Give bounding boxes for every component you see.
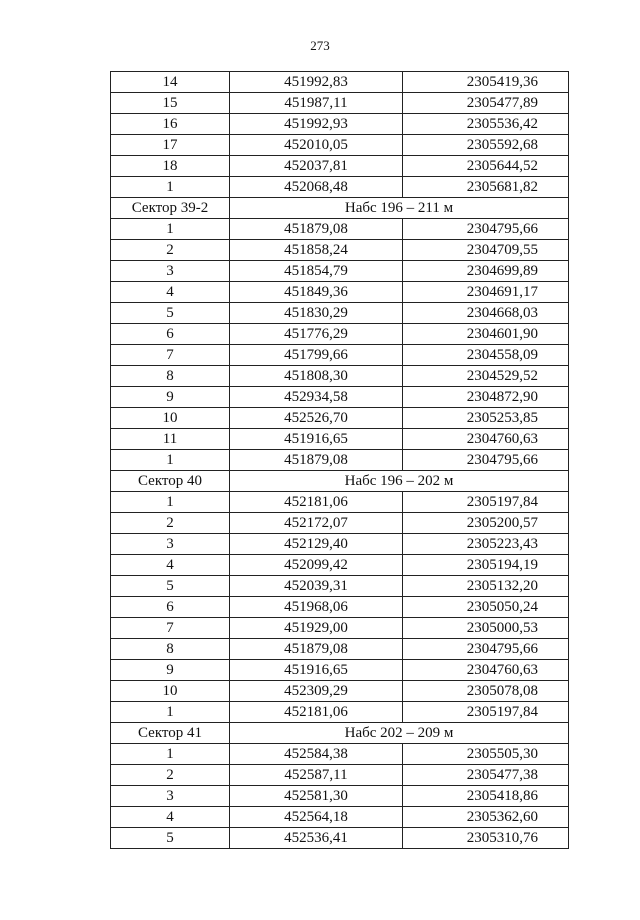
- sector-name: Сектор 41: [111, 723, 230, 744]
- table-row: [111, 639, 569, 660]
- point-number: 1: [111, 492, 230, 513]
- point-number: 9: [111, 387, 230, 408]
- coordinate-x: 451830,29: [230, 303, 403, 324]
- coordinate-y: 2305536,42: [403, 114, 569, 135]
- coordinate-y: 2305418,86: [403, 786, 569, 807]
- point-number: 2: [111, 765, 230, 786]
- coordinate-x: 451968,06: [230, 597, 403, 618]
- coordinate-y: 2305310,76: [403, 828, 569, 849]
- point-number: 1: [111, 450, 230, 471]
- coordinate-x: 452099,42: [230, 555, 403, 576]
- table-row: [111, 786, 569, 807]
- table-row: [111, 303, 569, 324]
- table-row: [111, 702, 569, 723]
- coordinate-x: 451799,66: [230, 345, 403, 366]
- table-row: [111, 828, 569, 849]
- point-number: 8: [111, 639, 230, 660]
- table-row: [111, 492, 569, 513]
- sector-elevation-range: Набс 202 – 209 м: [230, 723, 569, 744]
- coordinate-x: 452129,40: [230, 534, 403, 555]
- coordinate-y: 2304709,55: [403, 240, 569, 261]
- sector-header-row: [111, 198, 569, 219]
- coordinate-x: 452564,18: [230, 807, 403, 828]
- point-number: 9: [111, 660, 230, 681]
- coordinate-x: 451808,30: [230, 366, 403, 387]
- coordinate-x: 452584,38: [230, 744, 403, 765]
- coordinate-x: 451879,08: [230, 219, 403, 240]
- point-number: 1: [111, 219, 230, 240]
- table-row: [111, 429, 569, 450]
- point-number: 4: [111, 555, 230, 576]
- coordinate-y: 2305223,43: [403, 534, 569, 555]
- table-row: [111, 744, 569, 765]
- table-row: [111, 324, 569, 345]
- coordinate-x: 451916,65: [230, 660, 403, 681]
- coordinate-y: 2305362,60: [403, 807, 569, 828]
- table-row: [111, 219, 569, 240]
- coordinate-y: 2305078,08: [403, 681, 569, 702]
- table-row: [111, 93, 569, 114]
- point-number: 8: [111, 366, 230, 387]
- point-number: 10: [111, 408, 230, 429]
- coordinate-x: 451849,36: [230, 282, 403, 303]
- point-number: 6: [111, 597, 230, 618]
- coordinate-y: 2305644,52: [403, 156, 569, 177]
- coordinate-y: 2305000,53: [403, 618, 569, 639]
- table-row: [111, 387, 569, 408]
- coordinate-y: 2305050,24: [403, 597, 569, 618]
- coordinate-x: 452587,11: [230, 765, 403, 786]
- point-number: 3: [111, 786, 230, 807]
- point-number: 3: [111, 261, 230, 282]
- sector-name: Сектор 40: [111, 471, 230, 492]
- sector-header-row: [111, 723, 569, 744]
- table-row: [111, 450, 569, 471]
- coordinate-y: 2305477,89: [403, 93, 569, 114]
- sector-elevation-range: Набс 196 – 211 м: [230, 198, 569, 219]
- table-row: [111, 177, 569, 198]
- point-number: 7: [111, 618, 230, 639]
- table-row: [111, 261, 569, 282]
- point-number: 16: [111, 114, 230, 135]
- table-row: [111, 807, 569, 828]
- coordinate-x: 452536,41: [230, 828, 403, 849]
- coordinate-x: 452010,05: [230, 135, 403, 156]
- point-number: 14: [111, 72, 230, 93]
- coordinate-x: 452181,06: [230, 492, 403, 513]
- point-number: 15: [111, 93, 230, 114]
- coordinate-x: 452309,29: [230, 681, 403, 702]
- coordinate-y: 2304699,89: [403, 261, 569, 282]
- point-number: 6: [111, 324, 230, 345]
- coordinate-y: 2304795,66: [403, 639, 569, 660]
- coordinate-y: 2305253,85: [403, 408, 569, 429]
- table-row: [111, 597, 569, 618]
- coordinate-x: 452581,30: [230, 786, 403, 807]
- coordinate-x: 451854,79: [230, 261, 403, 282]
- table-row: [111, 282, 569, 303]
- point-number: 3: [111, 534, 230, 555]
- coordinate-x: 451776,29: [230, 324, 403, 345]
- coordinate-y: 2304529,52: [403, 366, 569, 387]
- coordinate-x: 451916,65: [230, 429, 403, 450]
- table-row: [111, 513, 569, 534]
- table-row: [111, 366, 569, 387]
- coordinate-y: 2305505,30: [403, 744, 569, 765]
- point-number: 4: [111, 807, 230, 828]
- point-number: 2: [111, 513, 230, 534]
- point-number: 10: [111, 681, 230, 702]
- coordinate-y: 2304691,17: [403, 282, 569, 303]
- table-row: [111, 345, 569, 366]
- coordinate-x: 451987,11: [230, 93, 403, 114]
- coordinate-y: 2304795,66: [403, 450, 569, 471]
- point-number: 4: [111, 282, 230, 303]
- table-row: [111, 534, 569, 555]
- table-row: [111, 555, 569, 576]
- point-number: 1: [111, 702, 230, 723]
- table-row: [111, 765, 569, 786]
- coordinate-y: 2305132,20: [403, 576, 569, 597]
- point-number: 5: [111, 303, 230, 324]
- table-row: [111, 681, 569, 702]
- coordinate-x: 452526,70: [230, 408, 403, 429]
- sector-elevation-range: Набс 196 – 202 м: [230, 471, 569, 492]
- point-number: 18: [111, 156, 230, 177]
- coordinate-y: 2305197,84: [403, 492, 569, 513]
- coordinate-y: 2305419,36: [403, 72, 569, 93]
- coordinate-y: 2304760,63: [403, 660, 569, 681]
- coordinate-y: 2304760,63: [403, 429, 569, 450]
- coordinate-y: 2305592,68: [403, 135, 569, 156]
- coordinate-x: 452181,06: [230, 702, 403, 723]
- point-number: 2: [111, 240, 230, 261]
- coordinate-y: 2305194,19: [403, 555, 569, 576]
- coordinates-table-body: [111, 72, 569, 849]
- coordinate-y: 2305197,84: [403, 702, 569, 723]
- table-row: [111, 135, 569, 156]
- sector-name: Сектор 39-2: [111, 198, 230, 219]
- coordinate-x: 452039,31: [230, 576, 403, 597]
- point-number: 5: [111, 828, 230, 849]
- point-number: 1: [111, 177, 230, 198]
- coordinates-table: [110, 71, 569, 849]
- point-number: 11: [111, 429, 230, 450]
- coordinate-x: 452068,48: [230, 177, 403, 198]
- table-row: [111, 660, 569, 681]
- coordinate-y: 2304668,03: [403, 303, 569, 324]
- sector-header-row: [111, 471, 569, 492]
- coordinate-x: 451858,24: [230, 240, 403, 261]
- page-number: 273: [310, 38, 330, 53]
- coordinate-x: 451929,00: [230, 618, 403, 639]
- coordinate-y: 2305477,38: [403, 765, 569, 786]
- coordinate-x: 451992,83: [230, 72, 403, 93]
- point-number: 5: [111, 576, 230, 597]
- coordinate-x: 451992,93: [230, 114, 403, 135]
- coordinate-y: 2304558,09: [403, 345, 569, 366]
- coordinate-y: 2304795,66: [403, 219, 569, 240]
- table-row: [111, 72, 569, 93]
- table-row: [111, 156, 569, 177]
- coordinate-x: 451879,08: [230, 639, 403, 660]
- table-row: [111, 576, 569, 597]
- coordinate-x: 452037,81: [230, 156, 403, 177]
- table-row: [111, 408, 569, 429]
- coordinate-y: 2305200,57: [403, 513, 569, 534]
- table-row: [111, 618, 569, 639]
- coordinate-x: 451879,08: [230, 450, 403, 471]
- point-number: 1: [111, 744, 230, 765]
- point-number: 7: [111, 345, 230, 366]
- table-row: [111, 114, 569, 135]
- coordinate-x: 452172,07: [230, 513, 403, 534]
- coordinate-y: 2305681,82: [403, 177, 569, 198]
- table-row: [111, 240, 569, 261]
- coordinate-y: 2304601,90: [403, 324, 569, 345]
- point-number: 17: [111, 135, 230, 156]
- coordinate-x: 452934,58: [230, 387, 403, 408]
- coordinate-y: 2304872,90: [403, 387, 569, 408]
